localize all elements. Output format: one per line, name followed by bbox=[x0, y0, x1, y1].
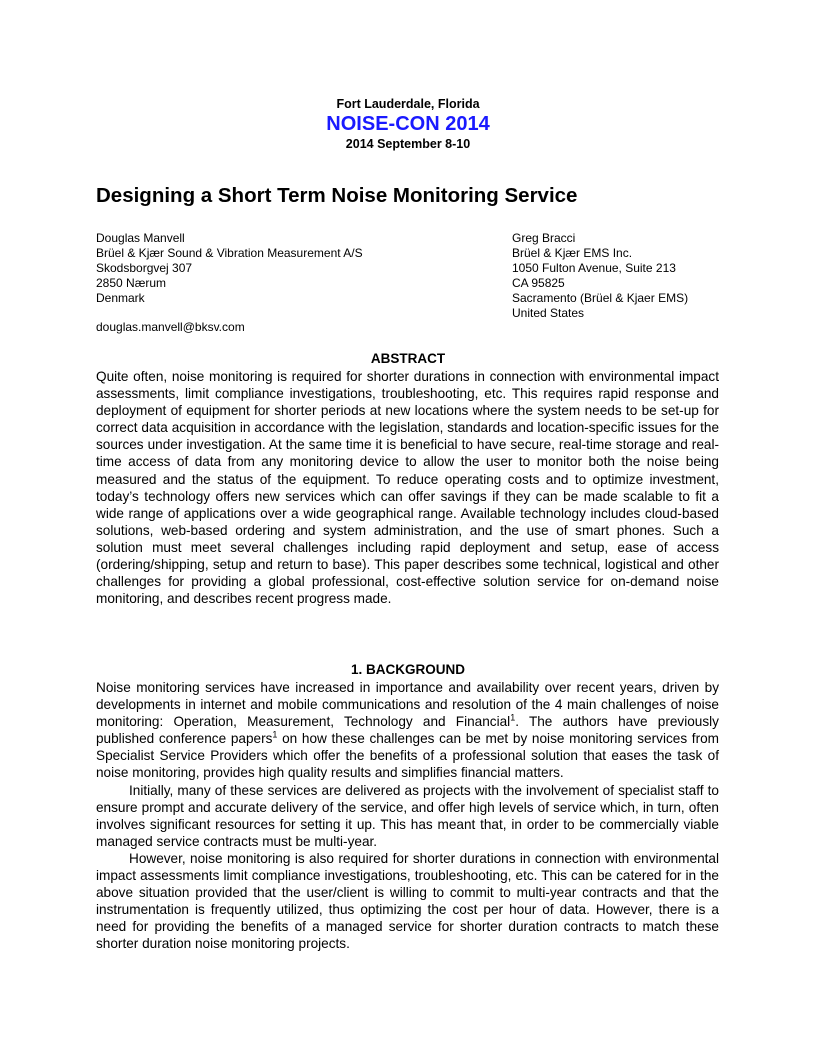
background-body bbox=[96, 679, 719, 953]
abstract-paragraph: Quite often, noise monitoring is required for shorter durations in connection with environmental impact assessments, limit compliance investigations, troubleshooting, etc. This requires rapid response and deployment of equipment for shorter periods at new locations where the system needs to be set-up for correct data acquisition in accordance with the legislation, standards and location-specific issues for the sources under investigation. At the same time it is beneficial to have secure, real-time storage and real-time access of data from any monitoring device to allow the user to monitor both the noise being measured and the status of the equipment. To reduce operating costs and to optimize investment, today’s technology offers new services which can offer savings if they can be made scalable to fit a wide range of applications over a wide geographical range. Available technology includes cloud-based solutions, web-based ordering and system administration, and the use of smart phones. Such a solution must meet several challenges including rapid deployment and setup, ease of access (ordering/shipping, setup and return to base). This paper describes some technical, logistical and other challenges for providing a global professional, cost-effective solution service for on-demand noise monitoring, and describes recent progress made. bbox=[96, 369, 719, 607]
author-block-right bbox=[512, 231, 752, 321]
author-country: Denmark bbox=[96, 291, 145, 305]
abstract-body bbox=[96, 368, 719, 607]
conference-header bbox=[0, 96, 816, 152]
background-paragraph-1 bbox=[96, 679, 719, 782]
paragraph-text: . The authors have previously published conference papers bbox=[96, 714, 719, 747]
conference-name: NOISE-CON 2014 bbox=[326, 113, 490, 135]
conference-dates: 2014 September 8-10 bbox=[345, 137, 471, 151]
author-name: Greg Bracci bbox=[512, 231, 576, 245]
paragraph-text: on how these challenges can be met by noise monitoring services from Specialist Service Providers which offer the benefits of a professional solution that eases the task of noise monitoring, provides high quality results and simplifies financial matters. bbox=[96, 731, 719, 781]
conference-location: Fort Lauderdale, Florida bbox=[336, 97, 480, 111]
author-affiliation: Brüel & Kjær EMS Inc. bbox=[512, 246, 633, 260]
citation-superscript: 1 bbox=[510, 712, 516, 723]
author-address-line: CA 95825 bbox=[512, 276, 565, 290]
author-address-line: Skodsborgvej 307 bbox=[96, 261, 193, 275]
paragraph-text: Noise monitoring services have increased in importance and availability over recent years, driven by developments in internet and mobile communications and resolution of the 4 main challenges of noise monitoring: Operation, Measurement, Technology and Financial bbox=[96, 680, 719, 730]
author-country: United States bbox=[512, 306, 585, 320]
author-address-line: 1050 Fulton Avenue, Suite 213 bbox=[512, 261, 676, 275]
citation-superscript: 1 bbox=[272, 729, 278, 740]
author-name: Douglas Manvell bbox=[96, 231, 185, 245]
background-paragraph-2: Initially, many of these services are delivered as projects with the involvement of specialist staff to ensure prompt and accurate delivery of the service, and offer high levels of service which, in turn, often involves significant resources for setting it up. This has meant that, in order to be commercially viable managed service contracts must be multi-year. bbox=[96, 782, 719, 849]
background-heading: 1. BACKGROUND bbox=[350, 662, 465, 677]
author-address-line: Sacramento (Brüel & Kjaer EMS) bbox=[512, 291, 689, 305]
paper-title: Designing a Short Term Noise Monitoring Service bbox=[96, 184, 578, 207]
author-block-left bbox=[96, 231, 476, 306]
author-email: douglas.manvell@bksv.com bbox=[96, 320, 245, 334]
background-paragraph-3: However, noise monitoring is also required for shorter durations in connection with environmental impact assessments limit compliance investigations, troubleshooting, etc. This can be catered for in the above situation provided that the user/client is willing to commit to multi-year contracts and that the instrumentation is frequently utilized, thus optimizing the cost per hour of data. However, there is a need for providing the benefits of a managed service for shorter duration contracts to match these shorter duration noise monitoring projects. bbox=[96, 850, 719, 952]
author-address-line: 2850 Nærum bbox=[96, 276, 167, 290]
abstract-heading: ABSTRACT bbox=[370, 351, 446, 366]
author-affiliation: Brüel & Kjær Sound & Vibration Measurement A/S bbox=[96, 246, 363, 260]
